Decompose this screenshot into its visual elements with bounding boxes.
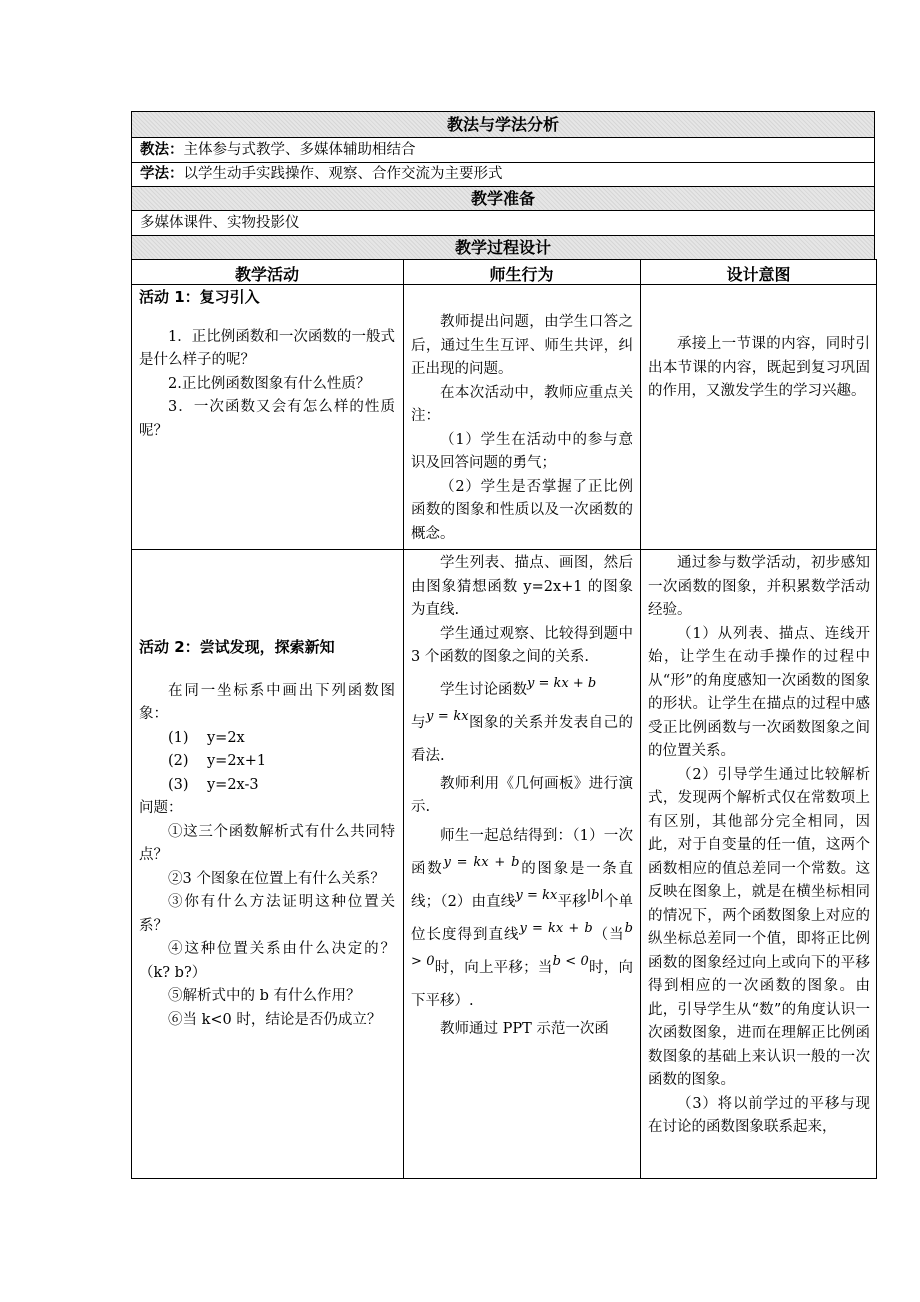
teaching-method-text: 主体参与式教学、多媒体辅助相结合	[183, 142, 416, 158]
formula-kx-plus-b: y = kx + b	[527, 675, 597, 691]
teaching-method-row	[131, 138, 875, 163]
behavior-paragraph: 教师提出问题，由学生口答之后，通过生生互评、师生共评，纠正出现的问题。	[411, 314, 633, 377]
section-title-methods: 教法与学法分析	[131, 111, 875, 138]
formula-kx: y = kx	[425, 708, 469, 724]
section-title-process: 教学过程设计	[131, 235, 875, 260]
activity1-intent-cell	[648, 333, 870, 404]
behavior-paragraph: 学生讨论函数y = kx + b	[440, 675, 597, 698]
activity1-question: 3．一次函数又会有怎么样的性质呢？	[139, 399, 395, 439]
learning-method-row	[131, 163, 875, 187]
header-behavior: 师生行为	[489, 265, 554, 284]
formula-b-positive: b > 0	[411, 920, 633, 969]
activity2-question: ②3 个图象在位置上有什么关系？	[168, 870, 385, 887]
behavior-paragraph: 与y = kx图象的关系并发表自己的看法.	[411, 708, 633, 764]
activity2-cell	[139, 636, 395, 1032]
teaching-method-label: 教法：	[140, 142, 184, 158]
activity2-question: ④这种位置关系由什么决定的？（k? b?）	[139, 941, 395, 981]
activity1-cell	[139, 286, 395, 443]
formula-kx-plus-b: y = kx + b	[443, 854, 520, 870]
behavior-paragraph: 教师利用《几何画板》进行演示.	[411, 775, 633, 815]
behavior-paragraph: 学生通过观察、比较得到题中 3 个函数的图象之间的关系.	[411, 625, 633, 665]
header-intent: 设计意图	[726, 265, 791, 284]
activity2-intro: 在同一坐标系中画出下列函数图象：	[139, 682, 395, 722]
activity2-question: ⑥当 k<0 时，结论是否仍成立？	[168, 1011, 382, 1028]
activity2-behavior-cell	[411, 552, 633, 1041]
activity2-question: ③你有什么方法证明这种位置关系？	[139, 894, 395, 934]
formula-kx: y = kx	[515, 887, 558, 903]
column-divider	[403, 259, 404, 1179]
header-activity: 教学活动	[234, 265, 299, 284]
section-title-prep: 教学准备	[131, 186, 875, 211]
row-divider	[131, 549, 877, 550]
function-item: (2) y=2x+1	[168, 753, 267, 769]
learning-method-text: 以学生动手实践操作、观察、合作交流为主要形式	[183, 166, 503, 182]
intent-paragraph: （1）从列表、描点、连线开始，让学生在动手操作的过程中从“形”的角度感知一次函数的图象的形状。让学生在描点的过程中感受正比例函数与一次函数图象之间的位置关系。	[648, 625, 870, 759]
formula-b-negative: b < 0	[552, 953, 589, 969]
formula-abs-b: |b|	[586, 887, 604, 903]
questions-label: 问题：	[139, 800, 183, 816]
formula-kx-plus-b: y = kx + b	[519, 920, 593, 936]
intent-paragraph: （2）引导学生通过比较解析式，发现两个解析式仅在常数项上有区别，其他部分完全相同，因此，对于自变量的任一值，这两个函数相应的值总差同一个常数。这反映在图象上，就是在横坐标相同的情况下，两个函数图象上对应的纵坐标总差同一个值，即将正比例函数的图象经过向上或向下的平移得到相应的一次函数的图象。由此，引导学生从“数”的角度认识一次函数图象，进而在理解正比例函数图象的基础上来认识一般的一次函数的图象。	[648, 766, 870, 1088]
activity1-question: 1．正比例函数和一次函数的一般式是什么样子的呢？	[139, 328, 395, 368]
intent-paragraph: （3）将以前学过的平移与现在讨论的函数图象联系起来，	[648, 1095, 870, 1135]
activity2-intent-cell	[648, 552, 870, 1140]
activity2-question: ⑤解析式中的 b 有什么作用？	[168, 988, 361, 1004]
activity1-title: 活动 1：复习引入	[139, 288, 260, 306]
behavior-paragraph: 教师通过 PPT 示范一次函	[440, 1020, 609, 1037]
activity1-question: 2.正比例函数图象有什么性质？	[168, 375, 371, 392]
behavior-paragraph: 师生一起总结得到：（1）一次函数y = kx + b的图象是一条直线；（2）由直线y = kx平移|b|个单位长度得到直线y = kx + b（当b > 0时，向上平移；当b < 0时，向下平移）.	[411, 827, 634, 1009]
activity1-behavior-cell	[411, 311, 633, 546]
activity2-title: 活动 2：尝试发现，探索新知	[139, 638, 335, 656]
learning-method-label: 学法：	[140, 166, 184, 182]
behavior-paragraph: （1）学生在活动中的参与意识及回答问题的勇气；	[411, 431, 633, 471]
column-divider	[640, 259, 641, 1179]
behavior-paragraph: 在本次活动中，教师应重点关注：	[411, 384, 633, 424]
behavior-paragraph: （2）学生是否掌握了正比例函数的图象和性质以及一次函数的概念。	[411, 478, 633, 542]
function-item: (3) y=2x-3	[168, 776, 259, 793]
function-item: (1) y=2x	[168, 729, 245, 746]
intent-paragraph: 通过参与数学活动，初步感知一次函数的图象，并积累数学活动经验。	[648, 555, 870, 618]
intent-paragraph: 承接上一节课的内容，同时引出本节课的内容，既起到复习巩固的作用，又激发学生的学习兴趣。	[648, 336, 870, 399]
activity2-question: ①这三个函数解析式有什么共同特点？	[139, 823, 395, 863]
behavior-paragraph: 学生列表、描点、画图，然后由图象猜想函数 y=2x+1 的图象为直线.	[411, 555, 633, 618]
prep-row: 多媒体课件、实物投影仪	[131, 211, 875, 236]
